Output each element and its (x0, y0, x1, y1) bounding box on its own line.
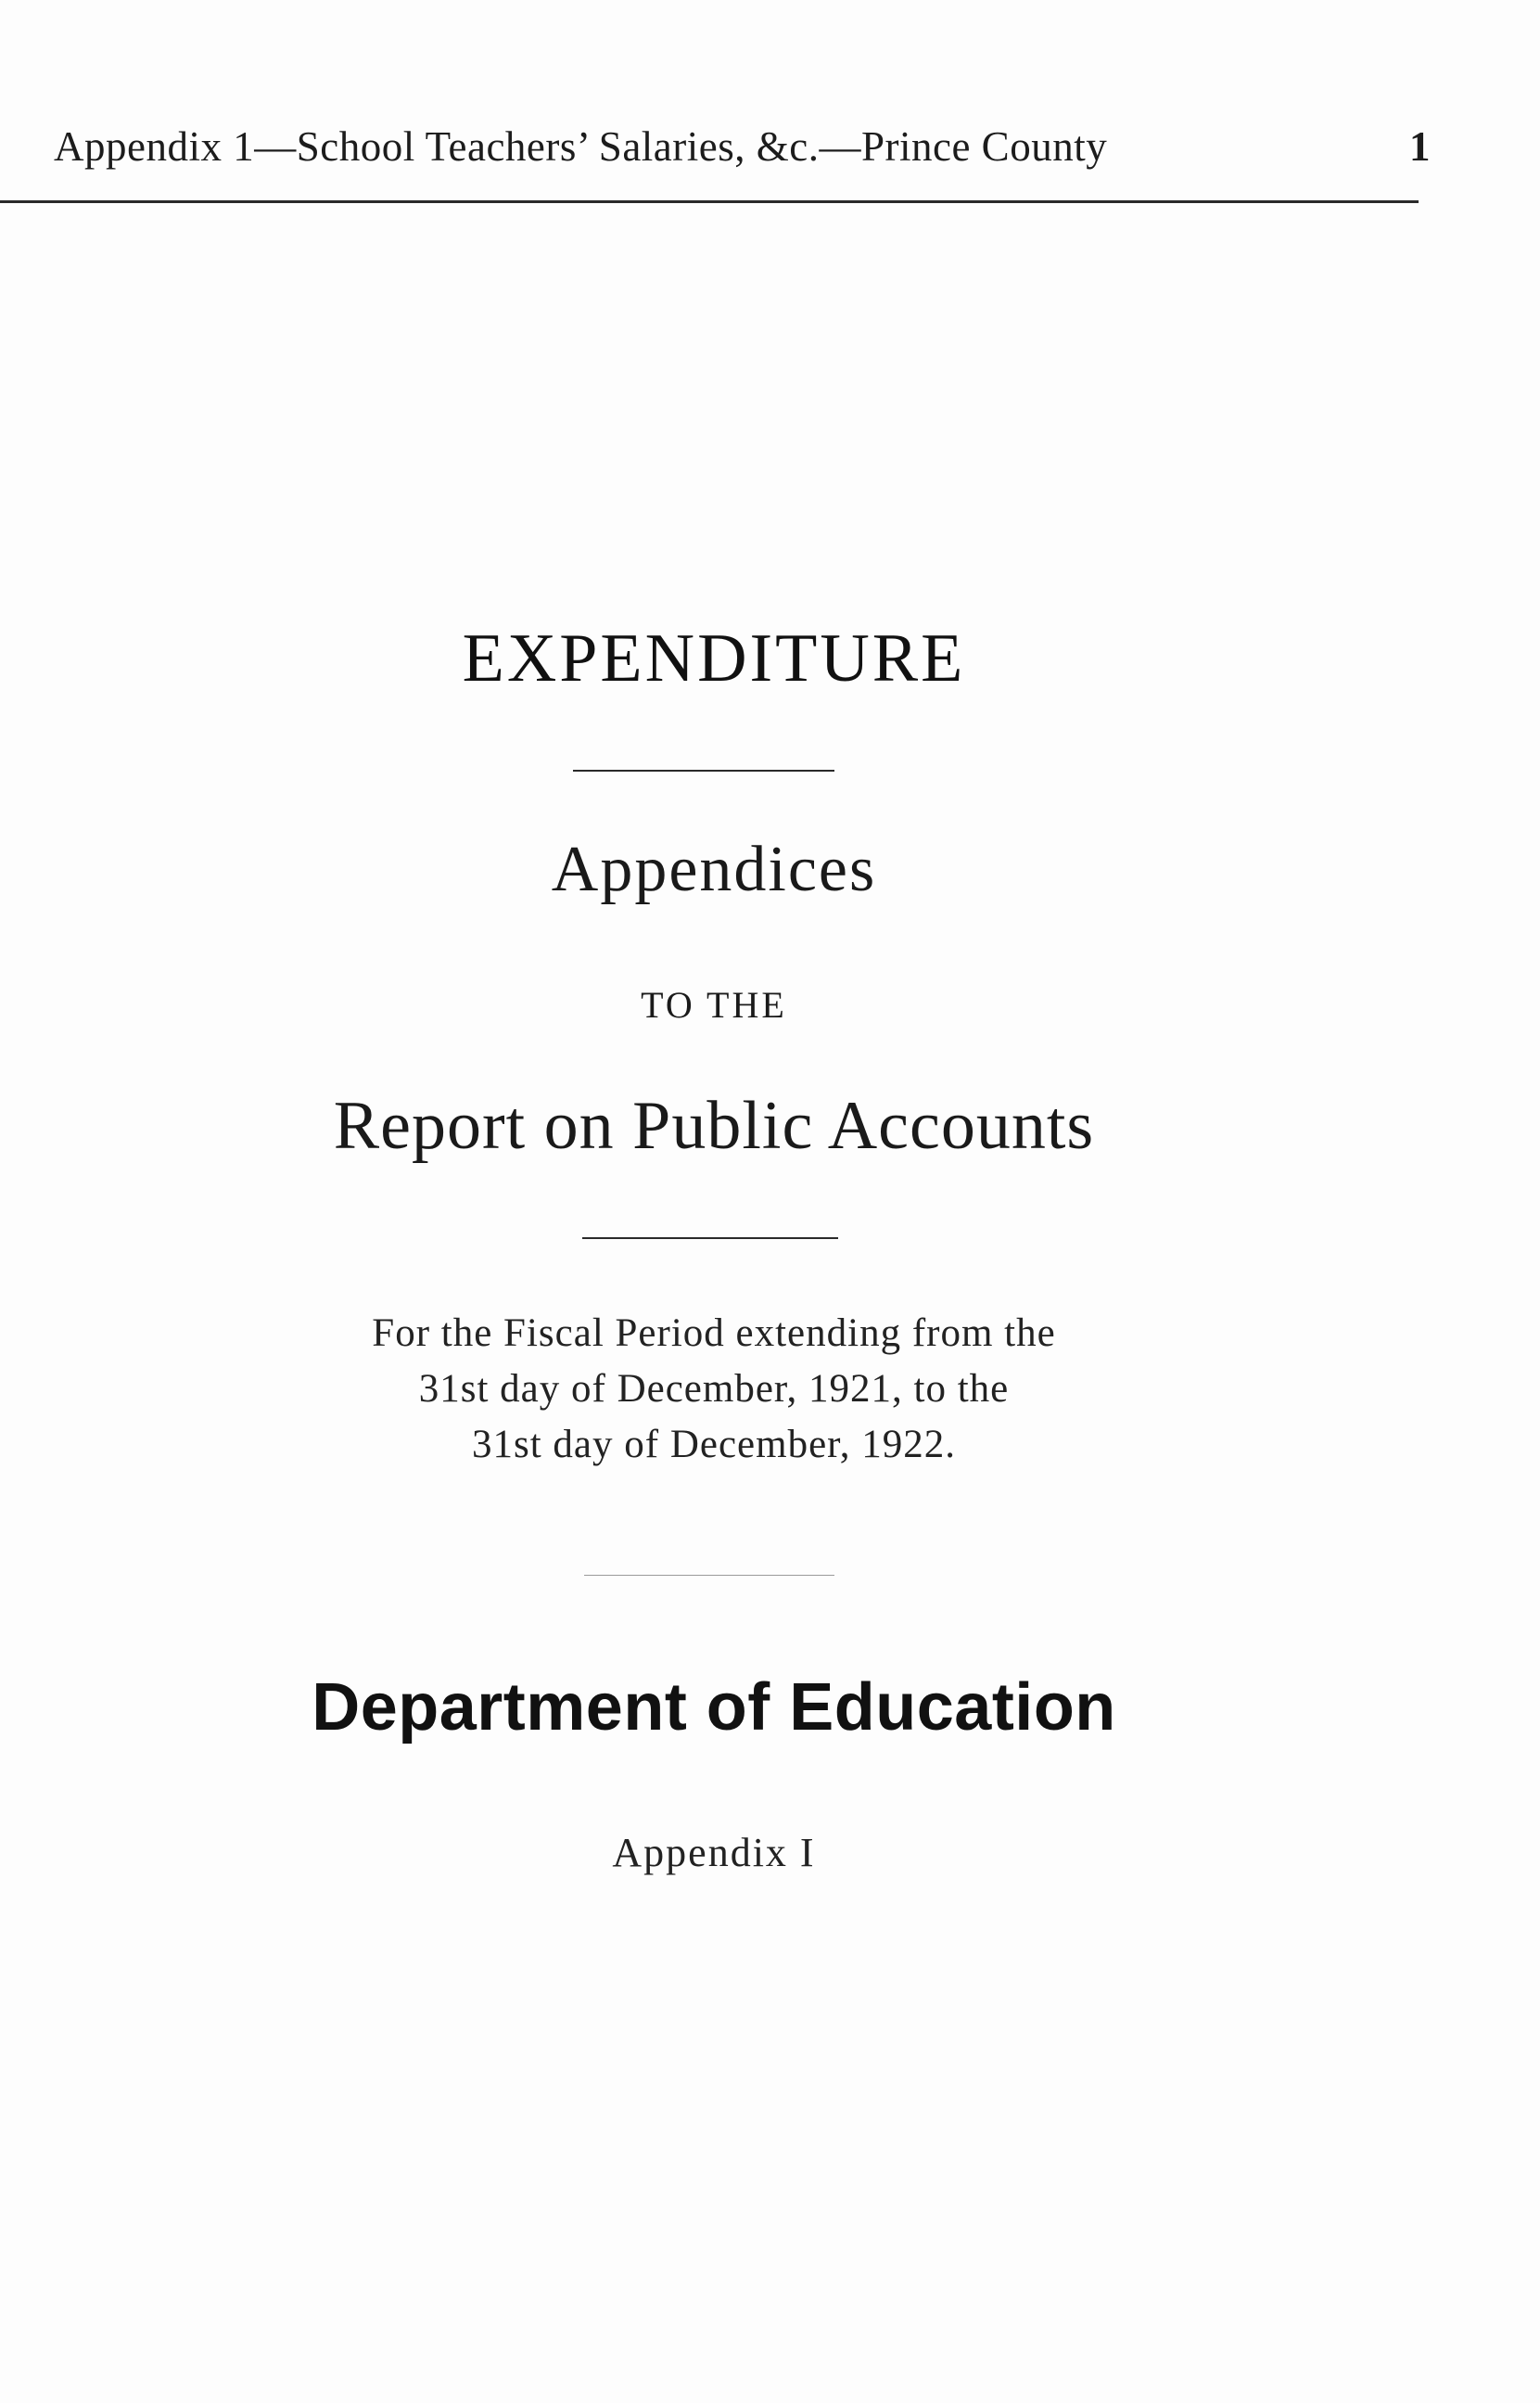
fiscal-period-line: 31st day of December, 1921, to the (418, 1367, 1010, 1411)
department-title: Department of Education (312, 1670, 1116, 1745)
divider-rule (584, 1575, 834, 1576)
divider-rule (582, 1237, 838, 1239)
main-title: EXPENDITURE (462, 620, 966, 697)
running-header-title: Appendix 1—School Teachers’ Salaries, &c.—Prince County (54, 123, 1108, 170)
running-header (54, 122, 1431, 178)
report-title: Report on Public Accounts (333, 1088, 1095, 1164)
appendix-label: Appendix I (612, 1830, 816, 1875)
divider-rule (573, 770, 834, 772)
page-number: 1 (1409, 123, 1431, 170)
fiscal-period-line: 31st day of December, 1922. (471, 1423, 957, 1466)
fiscal-period-text (0, 1306, 1428, 1473)
to-the-label: TO THE (641, 984, 787, 1026)
appendices-heading: Appendices (551, 834, 877, 905)
fiscal-period-line: For the Fiscal Period extending from the (372, 1311, 1056, 1355)
header-rule (0, 200, 1419, 203)
